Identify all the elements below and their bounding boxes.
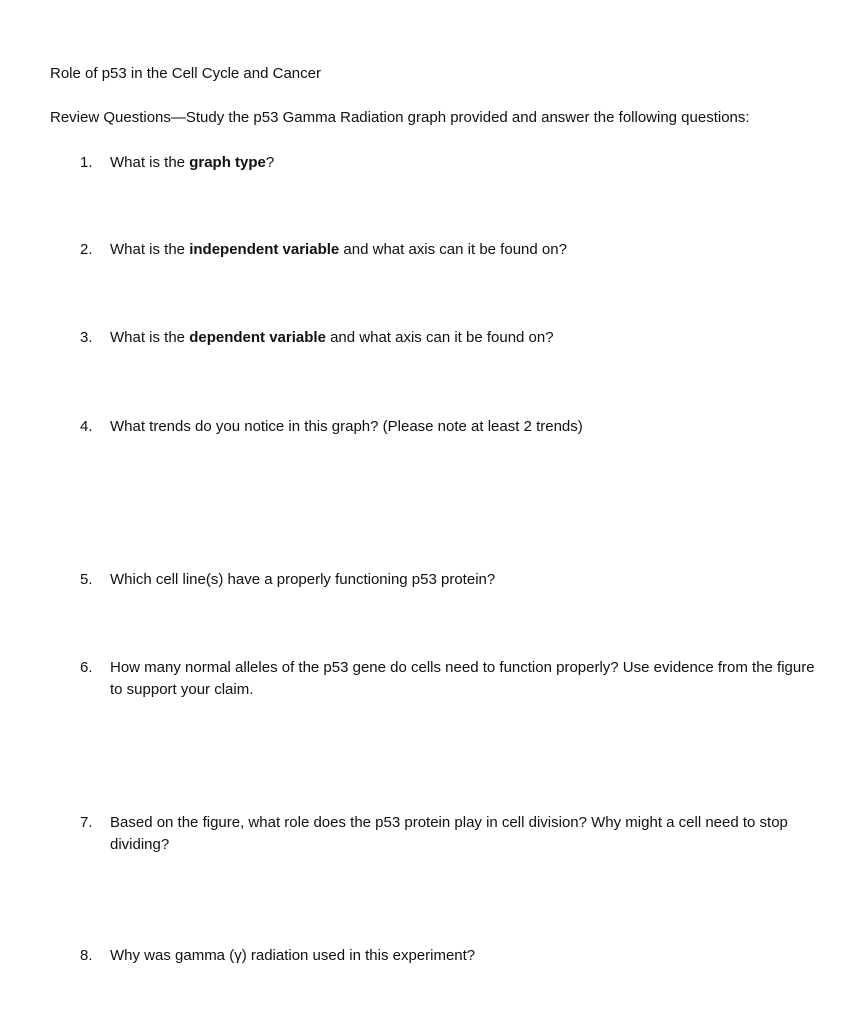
- question-text-part: and what axis can it be found on?: [325, 329, 554, 346]
- question-text-part: Why was gamma (γ) radiation used in this experiment?: [110, 947, 476, 964]
- question-text: [110, 239, 820, 261]
- question-text: [110, 569, 820, 591]
- question-text: [110, 416, 820, 438]
- question-text-part: What is the: [110, 329, 190, 346]
- question-number: 7.: [80, 814, 93, 831]
- question-text-part: Which cell line(s) have a properly functioning p53 protein?: [110, 571, 496, 588]
- question-2: [80, 239, 820, 261]
- question-keyword: dependent variable: [189, 329, 326, 346]
- question-7: [80, 812, 820, 856]
- question-4: [80, 416, 820, 438]
- question-5: [80, 569, 820, 591]
- question-keyword: independent variable: [189, 241, 340, 258]
- question-text: [110, 152, 820, 174]
- question-text-part: What trends do you notice in this graph? (Please note at least 2 trends): [110, 418, 583, 435]
- question-number: 2.: [80, 241, 93, 258]
- question-text: [110, 327, 820, 349]
- intro-text: Review Questions—Study the p53 Gamma Radiation graph provided and answer the following questions:: [50, 109, 750, 126]
- question-text: [110, 812, 820, 856]
- question-text-part: Based on the figure, what role does the p53 protein play in cell division? Why might a cell need to stop dividing?: [110, 814, 788, 853]
- question-number: 4.: [80, 418, 93, 435]
- question-6: [80, 657, 820, 701]
- question-number: 1.: [80, 154, 93, 171]
- question-number: 3.: [80, 329, 93, 346]
- question-text-part: What is the: [110, 154, 190, 171]
- question-number: 6.: [80, 659, 93, 676]
- question-number: 5.: [80, 571, 93, 588]
- question-text-part: ?: [265, 154, 275, 171]
- question-1: [80, 152, 820, 174]
- question-text: [110, 945, 820, 967]
- document-title: Role of p53 in the Cell Cycle and Cancer: [50, 65, 321, 82]
- question-text-part: How many normal alleles of the p53 gene do cells need to function properly? Use evidence from the figure to support your claim.: [110, 659, 815, 698]
- question-number: 8.: [80, 947, 93, 964]
- question-keyword: graph type: [189, 154, 266, 171]
- question-text-part: and what axis can it be found on?: [339, 241, 567, 258]
- question-3: [80, 327, 820, 349]
- question-text-part: What is the: [110, 241, 190, 258]
- question-8: [80, 945, 820, 967]
- question-text: [110, 657, 820, 701]
